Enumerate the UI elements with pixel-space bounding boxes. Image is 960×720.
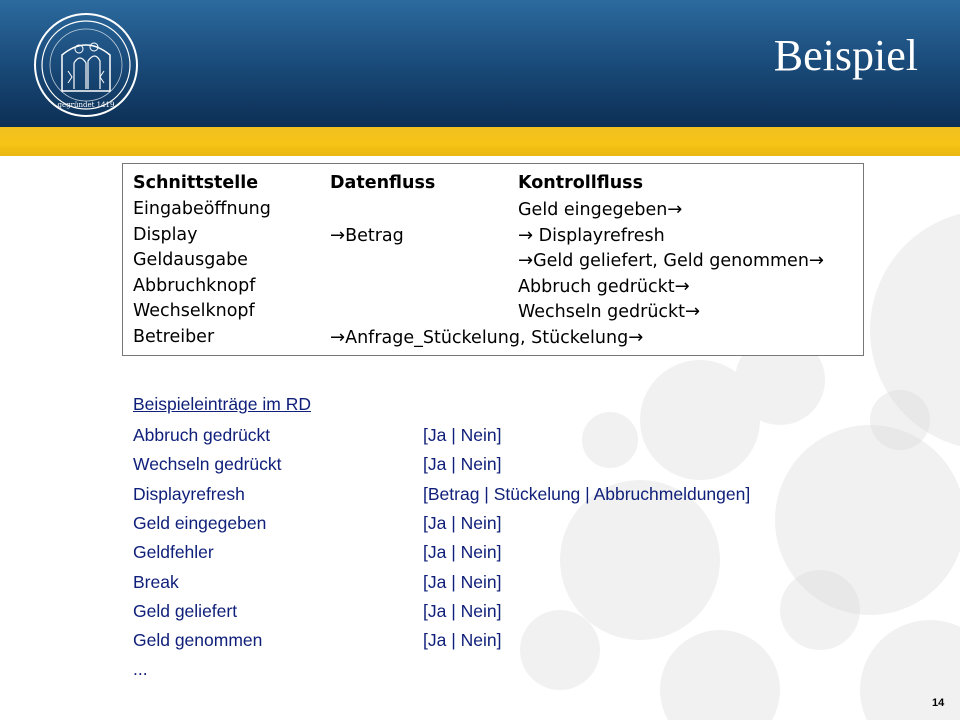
header-controlflow: Kontrollfluss <box>518 173 644 193</box>
example-name: Geld eingegeben <box>133 512 267 533</box>
cell-interface: Display <box>133 224 198 245</box>
cell-dataflow-text: Betrag <box>345 225 404 246</box>
example-name: Displayrefresh <box>133 483 245 504</box>
header-interface: Schnittstelle <box>133 173 259 193</box>
example-name: Geldfehler <box>133 542 214 563</box>
example-values: [Ja | Nein] <box>423 600 502 621</box>
arrow-icon: → <box>518 250 534 271</box>
arrow-icon: → <box>667 199 683 220</box>
cell-interface: Eingabeöffnung <box>133 199 271 219</box>
example-values: [Ja | Nein] <box>423 542 502 563</box>
interface-table <box>122 163 864 356</box>
arrow-icon: → <box>685 301 701 322</box>
gold-accent-bar <box>0 127 960 156</box>
cell-interface: Geldausgabe <box>133 250 248 270</box>
arrow-icon: → <box>330 326 346 348</box>
slide-title: Beispiel <box>773 31 918 80</box>
cell-controlflow-text: Geld eingegeben <box>518 200 668 220</box>
university-seal-icon <box>32 11 140 119</box>
arrow-icon: → <box>330 224 346 246</box>
header-dataflow: Datenfluss <box>330 173 436 193</box>
cell-controlflow <box>518 248 824 274</box>
cell-controlflow-text: Abbruch gedrückt <box>518 276 675 297</box>
example-name: Break <box>133 571 179 592</box>
example-values: [Ja | Nein] <box>423 571 502 592</box>
example-values: [Ja | Nein] <box>423 425 502 445</box>
arrow-icon: → <box>808 250 825 271</box>
cell-interface: Wechselknopf <box>133 301 255 321</box>
example-name: Wechseln gedrückt <box>133 454 282 475</box>
example-name: Geld genommen <box>133 630 263 651</box>
arrow-icon: → <box>674 275 690 297</box>
example-values: [Ja | Nein] <box>423 512 502 533</box>
cell-controlflow <box>518 223 665 249</box>
cell-controlflow-text: Geld geliefert, Geld genommen <box>533 251 809 271</box>
cell-dataflow <box>330 325 643 351</box>
arrow-icon: → <box>628 326 644 348</box>
cell-interface: Betreiber <box>133 326 215 347</box>
page-number: 14 <box>932 697 945 709</box>
examples-title: Beispieleinträge im RD <box>133 394 311 414</box>
example-values: [Ja | Nein] <box>423 630 502 651</box>
cell-interface: Abbruchknopf <box>133 275 256 296</box>
cell-controlflow <box>518 197 682 223</box>
example-name: Geld geliefert <box>133 600 238 621</box>
example-name: ... <box>133 659 148 680</box>
cell-controlflow-text: Wechseln gedrückt <box>518 302 686 322</box>
arrow-icon: → <box>518 224 534 246</box>
cell-dataflow <box>330 223 404 249</box>
cell-dataflow-text: Anfrage_Stückelung, Stückelung <box>345 327 629 348</box>
cell-controlflow <box>518 274 690 300</box>
example-values: [Ja | Nein] <box>423 454 502 475</box>
example-name: Abbruch gedrückt <box>133 425 271 445</box>
cell-controlflow <box>518 299 700 325</box>
example-values: [Betrag | Stückelung | Abbruchmeldungen] <box>423 483 751 504</box>
cell-controlflow-text: Displayrefresh <box>533 225 665 246</box>
svg-text:gegründet 1419: gegründet 1419 <box>57 101 115 109</box>
